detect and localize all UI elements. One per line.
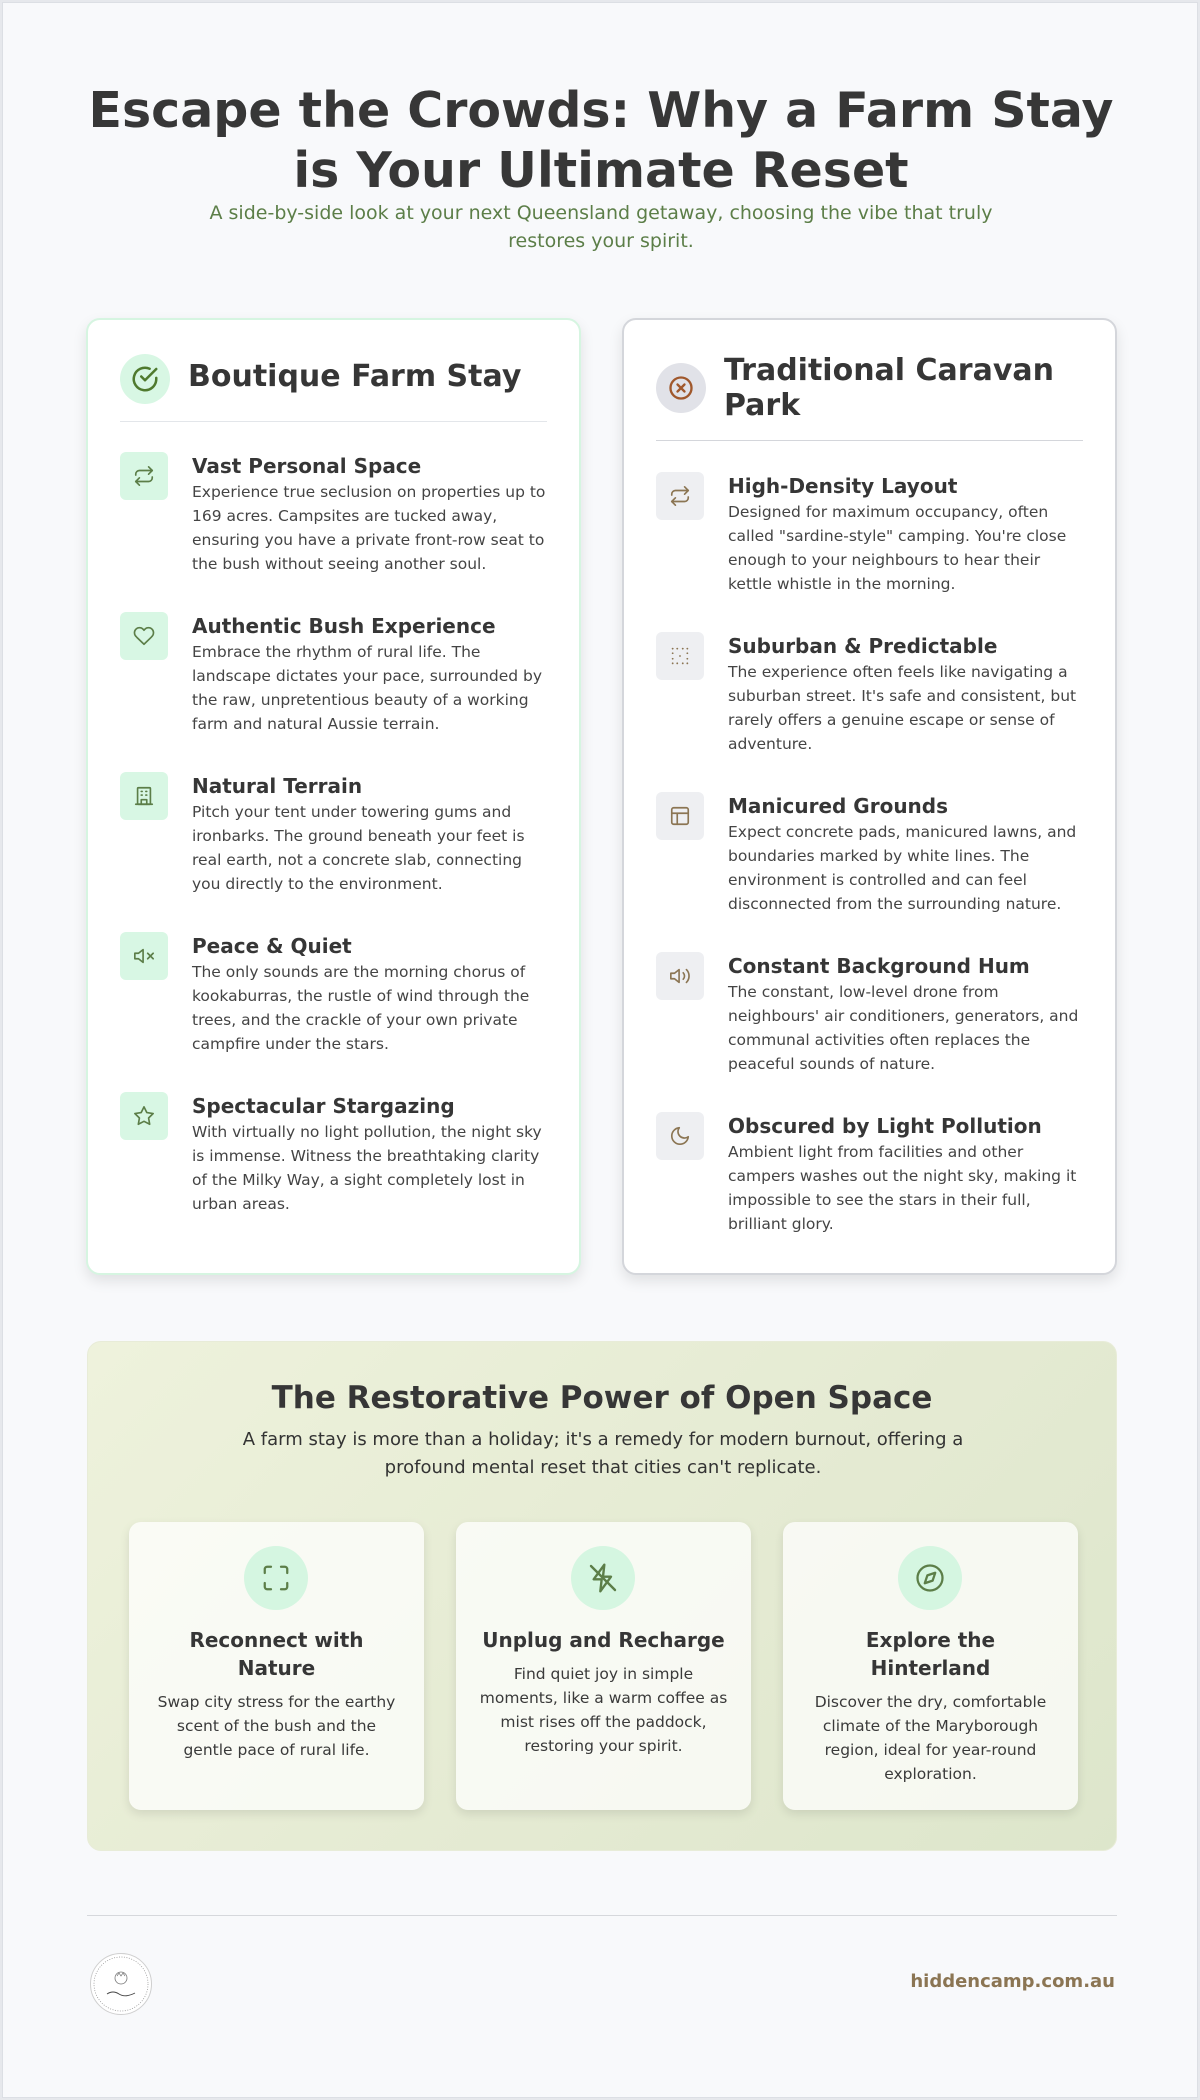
benefit-card xyxy=(783,1522,1078,1810)
list-item xyxy=(656,792,1083,952)
repeat-icon xyxy=(656,472,704,520)
hidden-camp-logo xyxy=(90,1953,152,2015)
section-subtitle: A farm stay is more than a holiday; it's a remedy for modern burnout, offering a profound mental reset that cities can't replicate. xyxy=(242,1429,964,1478)
caravan-park-card xyxy=(622,318,1117,1275)
feature-description: With virtually no light pollution, the night sky is immense. Witness the breathtaking clarity of the Milky Way, a sight completely lost in urban areas. xyxy=(192,1123,542,1213)
list-item xyxy=(120,452,547,612)
benefit-description: Swap city stress for the earthy scent of the bush and the gentle pace of rural life. xyxy=(157,1693,396,1759)
feature-title: Constant Background Hum xyxy=(728,954,1030,978)
caravan-park-title: Traditional Caravan Park xyxy=(724,353,1054,423)
list-item xyxy=(656,632,1083,792)
caravan-park-header xyxy=(656,352,1083,441)
repeat-icon xyxy=(120,452,168,500)
heart-icon xyxy=(120,612,168,660)
list-item xyxy=(120,612,547,772)
list-item xyxy=(120,932,547,1092)
caravan-park-features xyxy=(656,472,1083,1272)
feature-title: Spectacular Stargazing xyxy=(192,1094,455,1118)
feature-description: Pitch your tent under towering gums and ironbarks. The ground beneath your feet is real earth, not a concrete slab, connecting you directly to the environment. xyxy=(192,803,525,893)
list-item xyxy=(120,1092,547,1252)
volume-icon xyxy=(656,952,704,1000)
x-circle-icon xyxy=(656,363,706,413)
benefit-title: Unplug and Recharge xyxy=(482,1628,725,1652)
feature-title: Vast Personal Space xyxy=(192,454,422,478)
moon-icon xyxy=(656,1112,704,1160)
farm-stay-title: Boutique Farm Stay xyxy=(188,359,522,394)
list-item xyxy=(656,1112,1083,1272)
list-item xyxy=(656,952,1083,1112)
feature-title: Peace & Quiet xyxy=(192,934,352,958)
page-subtitle: A side-by-side look at your next Queensland getaway, choosing the vibe that truly restores your spirit. xyxy=(209,202,993,252)
benefit-description: Find quiet joy in simple moments, like a warm coffee as mist rises off the paddock, restoring your spirit. xyxy=(479,1665,728,1755)
list-item xyxy=(120,772,547,932)
benefit-card xyxy=(456,1522,751,1810)
footer-divider xyxy=(87,1915,1117,1916)
feature-title: Authentic Bush Experience xyxy=(192,614,496,638)
volume-mute-icon xyxy=(120,932,168,980)
grid-dots-icon xyxy=(656,632,704,680)
benefit-title: Explore the Hinterland xyxy=(865,1628,996,1680)
feature-description: Experience true seclusion on properties up to 169 acres. Campsites are tucked away, ensuring you have a private front-row seat to the bush without seeing another soul. xyxy=(192,483,546,573)
website-link[interactable]: hiddencamp.com.au xyxy=(910,1971,1115,1992)
benefit-card xyxy=(129,1522,424,1810)
feature-description: The experience often feels like navigating a suburban street. It's safe and consistent, but rarely offers a genuine escape or sense of adventure. xyxy=(728,663,1077,753)
check-circle-icon xyxy=(120,354,170,404)
feature-description: Embrace the rhythm of rural life. The landscape dictates your pace, surrounded by the raw, unpretentious beauty of a working farm and natural Aussie terrain. xyxy=(192,643,543,733)
infographic-page xyxy=(2,2,1198,2098)
no-power-icon xyxy=(571,1546,635,1610)
feature-description: The constant, low-level drone from neighbours' air conditioners, generators, and communal activities often replaces the peaceful sounds of nature. xyxy=(728,983,1079,1073)
page-title: Escape the Crowds: Why a Farm Stay is Your Ultimate Reset xyxy=(88,82,1114,199)
feature-title: Suburban & Predictable xyxy=(728,634,998,658)
feature-title: Obscured by Light Pollution xyxy=(728,1114,1042,1138)
farm-stay-card xyxy=(86,318,581,1275)
feature-description: The only sounds are the morning chorus of kookaburras, the rustle of wind through the trees, and the crackle of your own private campfire under the stars. xyxy=(192,963,530,1053)
section-title: The Restorative Power of Open Space xyxy=(271,1380,933,1416)
feature-title: High-Density Layout xyxy=(728,474,958,498)
farm-stay-features xyxy=(120,452,547,1252)
focus-frame-icon xyxy=(244,1546,308,1610)
building-icon xyxy=(120,772,168,820)
feature-title: Natural Terrain xyxy=(192,774,363,798)
compass-icon xyxy=(898,1546,962,1610)
feature-description: Expect concrete pads, manicured lawns, and boundaries marked by white lines. The environment is controlled and can feel disconnected from the surrounding nature. xyxy=(728,823,1077,913)
benefit-description: Discover the dry, comfortable climate of the Maryborough region, ideal for year-round exploration. xyxy=(814,1693,1047,1783)
feature-description: Ambient light from facilities and other campers washes out the night sky, making it impossible to see the stars in their full, brilliant glory. xyxy=(728,1143,1077,1233)
list-item xyxy=(656,472,1083,632)
feature-title: Manicured Grounds xyxy=(728,794,949,818)
star-icon xyxy=(120,1092,168,1140)
restorative-power-section xyxy=(87,1341,1117,1851)
layout-icon xyxy=(656,792,704,840)
feature-description: Designed for maximum occupancy, often called "sardine-style" camping. You're close enough to your neighbours to hear their kettle whistle in the morning. xyxy=(728,503,1067,593)
benefit-title: Reconnect with Nature xyxy=(189,1628,364,1680)
farm-stay-header xyxy=(120,352,547,422)
